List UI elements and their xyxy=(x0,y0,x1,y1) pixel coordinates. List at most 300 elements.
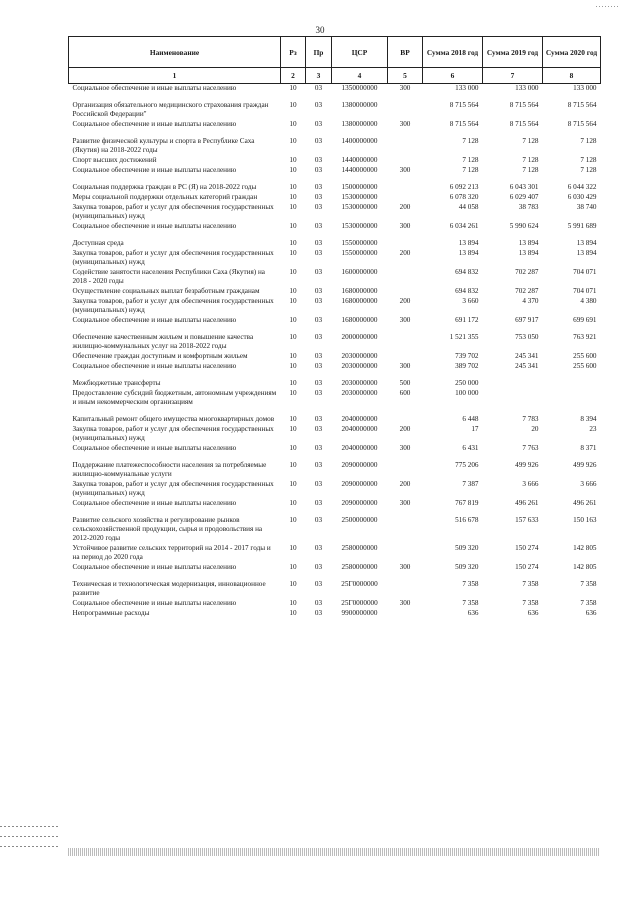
row-rz: 10 xyxy=(289,379,297,387)
row-sum-2019: 6 043 301 xyxy=(509,183,539,191)
row-pr: 03 xyxy=(314,268,323,276)
scan-artifact-mark xyxy=(596,6,618,7)
row-sum-2018: 8 715 564 xyxy=(449,120,479,128)
table-row xyxy=(69,222,601,232)
row-sum-2020: 7 358 xyxy=(580,580,597,588)
row-sum-2019: 7 763 xyxy=(522,444,539,452)
row-rz: 10 xyxy=(289,84,297,92)
row-sum-2019: 8 715 564 xyxy=(509,101,539,109)
row-name: Социальное обеспечение и иные выплаты населению xyxy=(72,362,237,370)
row-sum-2019: 157 633 xyxy=(515,516,539,524)
row-sum-2020: 499 926 xyxy=(573,461,597,469)
row-csr: 1380000000 xyxy=(341,101,378,109)
row-sum-2018: 100 000 xyxy=(455,389,479,397)
row-rz: 10 xyxy=(289,137,297,145)
row-sum-2018: 7 358 xyxy=(462,580,479,588)
row-sum-2018: 7 128 xyxy=(462,137,479,145)
row-sum-2019: 3 666 xyxy=(522,480,539,488)
row-name: Социальное обеспечение и иные выплаты населению xyxy=(72,599,237,607)
row-pr: 03 xyxy=(314,137,323,145)
table-row xyxy=(69,480,601,499)
row-csr: 2040000000 xyxy=(341,415,378,423)
table-body xyxy=(69,84,601,620)
table-row xyxy=(69,166,601,176)
row-vr: 200 xyxy=(399,480,411,488)
table-row xyxy=(69,297,601,316)
row-sum-2018: 6 092 213 xyxy=(449,183,479,191)
row-csr: 1440000000 xyxy=(341,156,378,164)
table-row xyxy=(69,352,601,362)
table-row xyxy=(69,544,601,563)
row-sum-2019: 20 xyxy=(531,425,539,433)
row-vr: 300 xyxy=(399,444,411,452)
row-rz: 10 xyxy=(289,287,297,295)
row-sum-2019: 7 128 xyxy=(522,156,539,164)
row-sum-2018: 7 128 xyxy=(462,156,479,164)
row-sum-2020: 6 044 322 xyxy=(567,183,597,191)
row-pr: 03 xyxy=(314,203,323,211)
row-vr xyxy=(388,352,423,362)
table-row xyxy=(69,372,601,389)
row-rz: 10 xyxy=(289,249,297,257)
row-rz: 10 xyxy=(289,599,297,607)
row-pr: 03 xyxy=(314,166,323,174)
row-vr: 300 xyxy=(399,599,411,607)
row-sum-2019: 6 029 407 xyxy=(509,193,539,201)
row-pr: 03 xyxy=(314,580,323,588)
table-row xyxy=(69,499,601,509)
row-pr: 03 xyxy=(314,183,323,191)
row-csr: 2030000000 xyxy=(341,362,378,370)
row-pr: 03 xyxy=(314,544,323,552)
row-sum-2020 xyxy=(543,389,601,408)
row-sum-2020: 142 805 xyxy=(573,563,597,571)
row-sum-2018: 6 034 261 xyxy=(449,222,479,230)
row-sum-2018: 6 078 320 xyxy=(449,193,479,201)
row-rz: 10 xyxy=(289,268,297,276)
row-sum-2019: 702 287 xyxy=(515,287,539,295)
row-csr: 1680000000 xyxy=(341,316,378,324)
row-sum-2018: 7 387 xyxy=(462,480,479,488)
row-sum-2020: 704 071 xyxy=(573,268,597,276)
row-vr xyxy=(388,326,423,352)
row-sum-2020: 13 894 xyxy=(576,249,597,257)
row-sum-2019: 7 358 xyxy=(522,580,539,588)
row-rz: 10 xyxy=(289,580,297,588)
row-name: Социальное обеспечение и иные выплаты населению xyxy=(72,222,237,230)
row-sum-2018: 3 660 xyxy=(462,297,479,305)
row-name: Меры социальной поддержки отдельных категорий граждан xyxy=(72,193,258,201)
row-csr: 2090000000 xyxy=(341,461,378,469)
row-csr: 2030000000 xyxy=(341,389,378,397)
row-sum-2018: 17 xyxy=(471,425,479,433)
row-name: Социальное обеспечение и иные выплаты населению xyxy=(72,499,237,507)
row-csr: 2090000000 xyxy=(341,499,378,507)
row-csr: 2040000000 xyxy=(341,425,378,433)
row-name: Предоставление субсидий бюджетным, автономным учреждениям и иным некоммерческим организациям xyxy=(72,389,277,406)
header-rz: Рз xyxy=(281,37,306,68)
row-vr xyxy=(388,609,423,619)
row-pr: 03 xyxy=(314,101,323,109)
row-sum-2020: 8 394 xyxy=(580,415,597,423)
row-vr: 300 xyxy=(399,499,411,507)
header-sum-2019: Сумма 2019 год xyxy=(483,37,543,68)
row-sum-2019: 4 370 xyxy=(522,297,539,305)
row-name: Социальное обеспечение и иные выплаты населению xyxy=(72,316,237,324)
row-pr: 03 xyxy=(314,362,323,370)
table-row xyxy=(69,509,601,544)
row-vr: 300 xyxy=(399,166,411,174)
row-sum-2018: 739 702 xyxy=(455,352,479,360)
row-sum-2019: 7 783 xyxy=(522,415,539,423)
table-row xyxy=(69,94,601,120)
row-csr: 1440000000 xyxy=(341,166,378,174)
row-sum-2019 xyxy=(483,372,543,389)
table-row xyxy=(69,454,601,480)
row-name: Межбюджетные трансферты xyxy=(72,379,161,387)
row-sum-2019: 150 274 xyxy=(515,563,539,571)
row-rz: 10 xyxy=(289,352,297,360)
row-rz: 10 xyxy=(289,609,297,617)
row-name: Непрограммные расходы xyxy=(72,609,150,617)
table-row xyxy=(69,130,601,156)
table-row xyxy=(69,84,601,95)
row-pr: 03 xyxy=(314,480,323,488)
row-csr: 1530000000 xyxy=(341,203,378,211)
row-csr: 1500000000 xyxy=(341,183,378,191)
row-vr xyxy=(388,156,423,166)
row-rz: 10 xyxy=(289,444,297,452)
row-rz: 10 xyxy=(289,333,297,341)
row-sum-2018: 7 128 xyxy=(462,166,479,174)
row-sum-2020: 7 358 xyxy=(580,599,597,607)
row-pr: 03 xyxy=(314,222,323,230)
row-vr xyxy=(388,544,423,563)
row-sum-2018: 7 358 xyxy=(462,599,479,607)
row-sum-2020 xyxy=(543,372,601,389)
row-name: Закупка товаров, работ и услуг для обеспечения государственных (муниципальных) нужд xyxy=(72,203,274,220)
row-csr: 25Г0000000 xyxy=(341,580,378,588)
row-sum-2019: 697 917 xyxy=(515,316,539,324)
row-csr: 1530000000 xyxy=(341,193,378,201)
header-name: Наименование xyxy=(69,37,281,68)
header-number: 1 xyxy=(69,68,281,84)
row-vr xyxy=(388,573,423,599)
row-sum-2019: 8 715 564 xyxy=(509,120,539,128)
row-rz: 10 xyxy=(289,101,297,109)
row-sum-2018: 13 894 xyxy=(458,239,479,247)
header-number: 3 xyxy=(306,68,332,84)
row-pr: 03 xyxy=(314,297,323,305)
row-pr: 03 xyxy=(314,249,323,257)
row-pr: 03 xyxy=(314,461,323,469)
row-sum-2019: 753 050 xyxy=(515,333,539,341)
row-rz: 10 xyxy=(289,203,297,211)
header-pr: Пр xyxy=(306,37,332,68)
row-sum-2018: 1 521 355 xyxy=(449,333,479,341)
table-row xyxy=(69,193,601,203)
row-sum-2019: 496 261 xyxy=(515,499,539,507)
row-sum-2019: 245 341 xyxy=(515,352,539,360)
row-name: Социальное обеспечение и иные выплаты населению xyxy=(72,120,237,128)
row-sum-2020: 23 xyxy=(589,425,597,433)
row-vr: 500 xyxy=(399,379,411,387)
header-number: 6 xyxy=(423,68,483,84)
row-sum-2019: 38 783 xyxy=(518,203,539,211)
row-sum-2020: 7 128 xyxy=(580,156,597,164)
row-sum-2018: 767 819 xyxy=(455,499,479,507)
row-pr: 03 xyxy=(314,287,323,295)
row-sum-2020: 4 380 xyxy=(580,297,597,305)
row-sum-2018: 694 832 xyxy=(455,268,479,276)
row-pr: 03 xyxy=(314,599,323,607)
row-pr: 03 xyxy=(314,425,323,433)
row-pr: 03 xyxy=(314,444,323,452)
row-sum-2019: 13 894 xyxy=(518,249,539,257)
budget-table xyxy=(68,36,601,619)
row-csr: 1680000000 xyxy=(341,287,378,295)
table-row xyxy=(69,232,601,249)
row-pr: 03 xyxy=(314,516,323,524)
row-vr xyxy=(388,232,423,249)
row-sum-2020: 6 030 429 xyxy=(567,193,597,201)
row-vr: 200 xyxy=(399,203,411,211)
table-row xyxy=(69,176,601,193)
row-vr xyxy=(388,176,423,193)
table-row xyxy=(69,599,601,609)
row-csr: 2580000000 xyxy=(341,563,378,571)
row-csr: 1550000000 xyxy=(341,249,378,257)
table-row xyxy=(69,203,601,222)
row-name: Закупка товаров, работ и услуг для обеспечения государственных (муниципальных) нужд xyxy=(72,297,274,314)
budget-table-wrapper xyxy=(68,36,600,619)
row-vr: 300 xyxy=(399,222,411,230)
table-row xyxy=(69,316,601,326)
table-row xyxy=(69,389,601,408)
row-rz: 10 xyxy=(289,425,297,433)
row-pr: 03 xyxy=(314,609,323,617)
header-row xyxy=(69,37,601,68)
header-number-row xyxy=(69,68,601,84)
row-name: Закупка товаров, работ и услуг для обеспечения государственных (муниципальных) нужд xyxy=(72,249,274,266)
row-sum-2019: 13 894 xyxy=(518,239,539,247)
row-csr: 2000000000 xyxy=(341,333,378,341)
row-csr: 25Г0000000 xyxy=(341,599,378,607)
row-name: Социальное обеспечение и иные выплаты населению xyxy=(72,166,237,174)
table-row xyxy=(69,573,601,599)
row-rz: 10 xyxy=(289,297,297,305)
header-number: 2 xyxy=(281,68,306,84)
row-vr: 600 xyxy=(399,389,411,397)
row-sum-2019: 150 274 xyxy=(515,544,539,552)
row-rz: 10 xyxy=(289,389,297,397)
row-sum-2020: 704 071 xyxy=(573,287,597,295)
header-number: 8 xyxy=(543,68,601,84)
row-name: Обеспечение качественным жильем и повышение качества жилищно-коммунальных услуг на 2018-2022 годы xyxy=(72,333,254,350)
header-csr: ЦСР xyxy=(332,37,388,68)
row-sum-2018: 44 058 xyxy=(458,203,479,211)
row-rz: 10 xyxy=(289,461,297,469)
row-name: Устойчивое развитие сельских территорий на 2014 - 2017 годы и на период до 2020 года xyxy=(72,544,271,561)
row-vr: 300 xyxy=(399,84,411,92)
row-sum-2020: 38 740 xyxy=(576,203,597,211)
row-vr xyxy=(388,509,423,544)
row-rz: 10 xyxy=(289,415,297,423)
row-pr: 03 xyxy=(314,239,323,247)
row-csr: 2090000000 xyxy=(341,480,378,488)
table-row xyxy=(69,609,601,619)
row-pr: 03 xyxy=(314,415,323,423)
scan-artifact-strike xyxy=(68,848,600,856)
row-sum-2020: 699 691 xyxy=(573,316,597,324)
header-sum-2020: Сумма 2020 год xyxy=(543,37,601,68)
row-csr: 1400000000 xyxy=(341,137,378,145)
row-csr: 2580000000 xyxy=(341,544,378,552)
scan-artifact-line xyxy=(0,846,60,847)
scan-artifact-line xyxy=(0,826,60,827)
row-csr: 1600000000 xyxy=(341,268,378,276)
row-sum-2020: 8 715 564 xyxy=(567,120,597,128)
row-vr xyxy=(388,268,423,287)
row-csr: 2030000000 xyxy=(341,352,378,360)
row-name: Спорт высших достижений xyxy=(72,156,157,164)
scan-artifact-line xyxy=(0,836,60,837)
header-number: 5 xyxy=(388,68,423,84)
row-sum-2018: 13 894 xyxy=(458,249,479,257)
row-sum-2020: 133 000 xyxy=(573,84,597,92)
page-number: 30 xyxy=(315,25,325,35)
row-sum-2018: 6 448 xyxy=(462,415,479,423)
row-csr: 2040000000 xyxy=(341,444,378,452)
row-sum-2020: 8 371 xyxy=(580,444,597,452)
row-sum-2019: 499 926 xyxy=(515,461,539,469)
row-sum-2020: 636 xyxy=(585,609,597,617)
table-row xyxy=(69,156,601,166)
row-sum-2020: 7 128 xyxy=(580,166,597,174)
row-sum-2019: 7 358 xyxy=(522,599,539,607)
row-vr: 200 xyxy=(399,249,411,257)
row-sum-2019: 636 xyxy=(527,609,539,617)
row-sum-2020: 255 600 xyxy=(573,352,597,360)
row-vr xyxy=(388,287,423,297)
row-csr: 1350000000 xyxy=(341,84,378,92)
row-csr: 1380000000 xyxy=(341,120,378,128)
row-pr: 03 xyxy=(314,379,323,387)
row-rz: 10 xyxy=(289,156,297,164)
row-sum-2020: 496 261 xyxy=(573,499,597,507)
row-rz: 10 xyxy=(289,316,297,324)
header-vr: ВР xyxy=(388,37,423,68)
row-sum-2020: 142 805 xyxy=(573,544,597,552)
row-name: Закупка товаров, работ и услуг для обеспечения государственных (муниципальных) нужд xyxy=(72,425,274,442)
row-sum-2020: 763 921 xyxy=(573,333,597,341)
row-csr: 2500000000 xyxy=(341,516,378,524)
row-name: Осуществление социальных выплат безработным гражданам xyxy=(72,287,260,295)
row-pr: 03 xyxy=(314,84,323,92)
row-name: Обеспечение граждан доступным и комфортным жильем xyxy=(72,352,248,360)
row-rz: 10 xyxy=(289,239,297,247)
row-sum-2019: 7 128 xyxy=(522,166,539,174)
row-name: Социальное обеспечение и иные выплаты населению xyxy=(72,84,237,92)
row-name: Социальная поддержка граждан в РС (Я) на 2018-2022 годы xyxy=(72,183,257,191)
row-sum-2020: 3 666 xyxy=(580,480,597,488)
row-rz: 10 xyxy=(289,120,297,128)
row-vr xyxy=(388,408,423,425)
row-pr: 03 xyxy=(314,193,323,201)
row-csr: 1680000000 xyxy=(341,297,378,305)
row-sum-2020: 5 991 689 xyxy=(567,222,597,230)
row-sum-2018: 389 702 xyxy=(455,362,479,370)
row-pr: 03 xyxy=(314,333,323,341)
row-vr: 300 xyxy=(399,316,411,324)
row-name: Развитие сельского хозяйства и регулирование рынков сельскохозяйственной продукции, сырья и продовольствия на 2012-2020 годы xyxy=(72,516,263,542)
table-row xyxy=(69,287,601,297)
row-sum-2018: 8 715 564 xyxy=(449,101,479,109)
table-row xyxy=(69,326,601,352)
row-pr: 03 xyxy=(314,389,323,397)
row-rz: 10 xyxy=(289,222,297,230)
row-name: Техническая и технологическая модернизация, инновационное развитие xyxy=(72,580,266,597)
row-csr: 2030000000 xyxy=(341,379,378,387)
row-pr: 03 xyxy=(314,563,323,571)
row-sum-2018: 6 431 xyxy=(462,444,479,452)
row-vr: 200 xyxy=(399,297,411,305)
row-rz: 10 xyxy=(289,544,297,552)
row-sum-2019: 5 990 624 xyxy=(509,222,539,230)
header-number: 7 xyxy=(483,68,543,84)
row-vr: 300 xyxy=(399,563,411,571)
row-name: Развитие физической культуры и спорта в Республике Саха (Якутия) на 2018-2022 годы xyxy=(72,137,255,154)
row-rz: 10 xyxy=(289,516,297,524)
row-sum-2020: 7 128 xyxy=(580,137,597,145)
row-name: Закупка товаров, работ и услуг для обеспечения государственных (муниципальных) нужд xyxy=(72,480,274,497)
row-rz: 10 xyxy=(289,563,297,571)
row-sum-2020: 8 715 564 xyxy=(567,101,597,109)
row-name: Поддержание платежеспособности населения за потребляемые жилищно-коммунальные услуги xyxy=(72,461,267,478)
row-sum-2019: 7 128 xyxy=(522,137,539,145)
row-vr: 200 xyxy=(399,425,411,433)
row-csr: 1550000000 xyxy=(341,239,378,247)
header-number: 4 xyxy=(332,68,388,84)
row-pr: 03 xyxy=(314,316,323,324)
row-sum-2018: 516 678 xyxy=(455,516,479,524)
row-sum-2020: 13 894 xyxy=(576,239,597,247)
table-row xyxy=(69,268,601,287)
row-pr: 03 xyxy=(314,499,323,507)
row-sum-2019: 245 341 xyxy=(515,362,539,370)
row-rz: 10 xyxy=(289,183,297,191)
table-row xyxy=(69,444,601,454)
row-sum-2018: 250 000 xyxy=(455,379,479,387)
table-row xyxy=(69,249,601,268)
row-sum-2018: 694 832 xyxy=(455,287,479,295)
table-row xyxy=(69,563,601,573)
row-csr: 9900000000 xyxy=(341,609,378,617)
row-rz: 10 xyxy=(289,499,297,507)
row-sum-2019: 133 000 xyxy=(515,84,539,92)
row-name: Доступная среда xyxy=(72,239,124,247)
header-sum-2018: Сумма 2018 год xyxy=(423,37,483,68)
row-sum-2020: 255 600 xyxy=(573,362,597,370)
row-vr: 300 xyxy=(399,362,411,370)
row-rz: 10 xyxy=(289,480,297,488)
table-row xyxy=(69,120,601,130)
row-sum-2018: 775 206 xyxy=(455,461,479,469)
row-name: Содействие занятости населения Республики Саха (Якутия) на 2018 - 2020 годы xyxy=(72,268,265,285)
row-name: Социальное обеспечение и иные выплаты населению xyxy=(72,444,237,452)
row-vr xyxy=(388,130,423,156)
row-name: Социальное обеспечение и иные выплаты населению xyxy=(72,563,237,571)
